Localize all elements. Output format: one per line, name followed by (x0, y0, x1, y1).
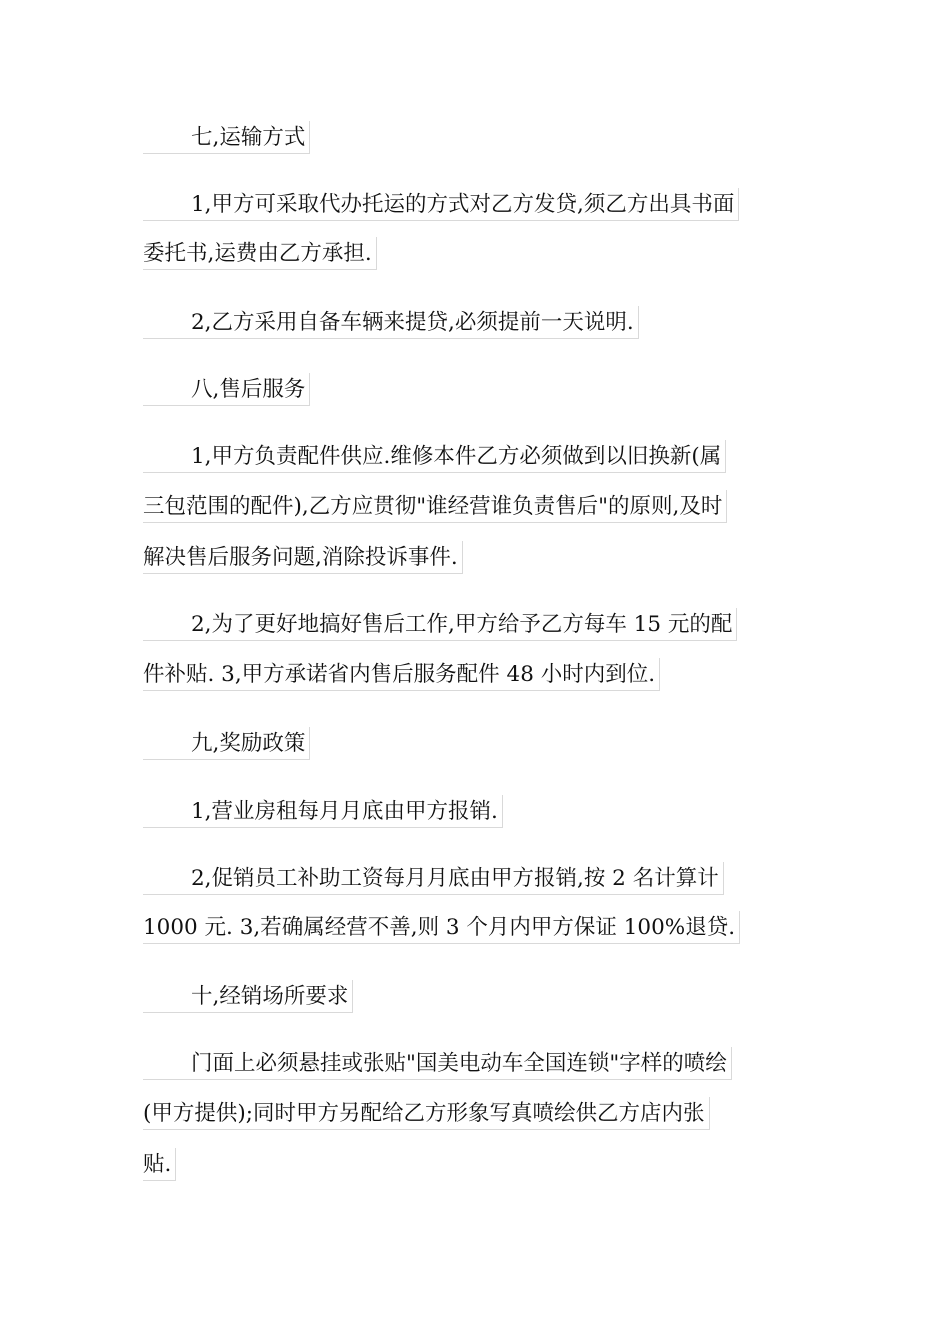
paragraph-line: 三包范围的配件),乙方应贯彻"谁经营谁负责售后"的原则,及时 (143, 490, 727, 523)
paragraph-line: 1,甲方负责配件供应.维修本件乙方必须做到以旧换新(属 (143, 440, 726, 473)
section-heading-premises: 十,经销场所要求 (143, 980, 353, 1013)
paragraph-line: 2,乙方采用自备车辆来提贷,必须提前一天说明. (143, 306, 639, 339)
paragraph-line: 2,促销员工补助工资每月月底由甲方报销,按 2 名计算计 (143, 862, 724, 895)
paragraph-line: 1,甲方可采取代办托运的方式对乙方发贷,须乙方出具书面 (143, 188, 739, 221)
paragraph-line: 门面上必须悬挂或张贴"国美电动车全国连锁"字样的喷绘 (143, 1047, 732, 1080)
paragraph-line: 1,营业房租每月月底由甲方报销. (143, 795, 503, 828)
section-heading-after-sales: 八,售后服务 (143, 373, 310, 406)
section-heading-transport: 七,运输方式 (143, 121, 310, 154)
paragraph-line: 委托书,运费由乙方承担. (143, 237, 377, 270)
paragraph-line: 解决售后服务问题,消除投诉事件. (143, 541, 463, 574)
paragraph-line: 1000 元. 3,若确属经营不善,则 3 个月内甲方保证 100%退贷. (143, 911, 740, 944)
paragraph-line: 2,为了更好地搞好售后工作,甲方给予乙方每车 15 元的配 (143, 608, 737, 641)
section-heading-rewards: 九,奖励政策 (143, 727, 310, 760)
paragraph-line: 件补贴. 3,甲方承诺省内售后服务配件 48 小时内到位. (143, 658, 660, 691)
paragraph-line: 贴. (143, 1148, 176, 1181)
paragraph-line: (甲方提供);同时甲方另配给乙方形象写真喷绘供乙方店内张 (143, 1097, 710, 1130)
